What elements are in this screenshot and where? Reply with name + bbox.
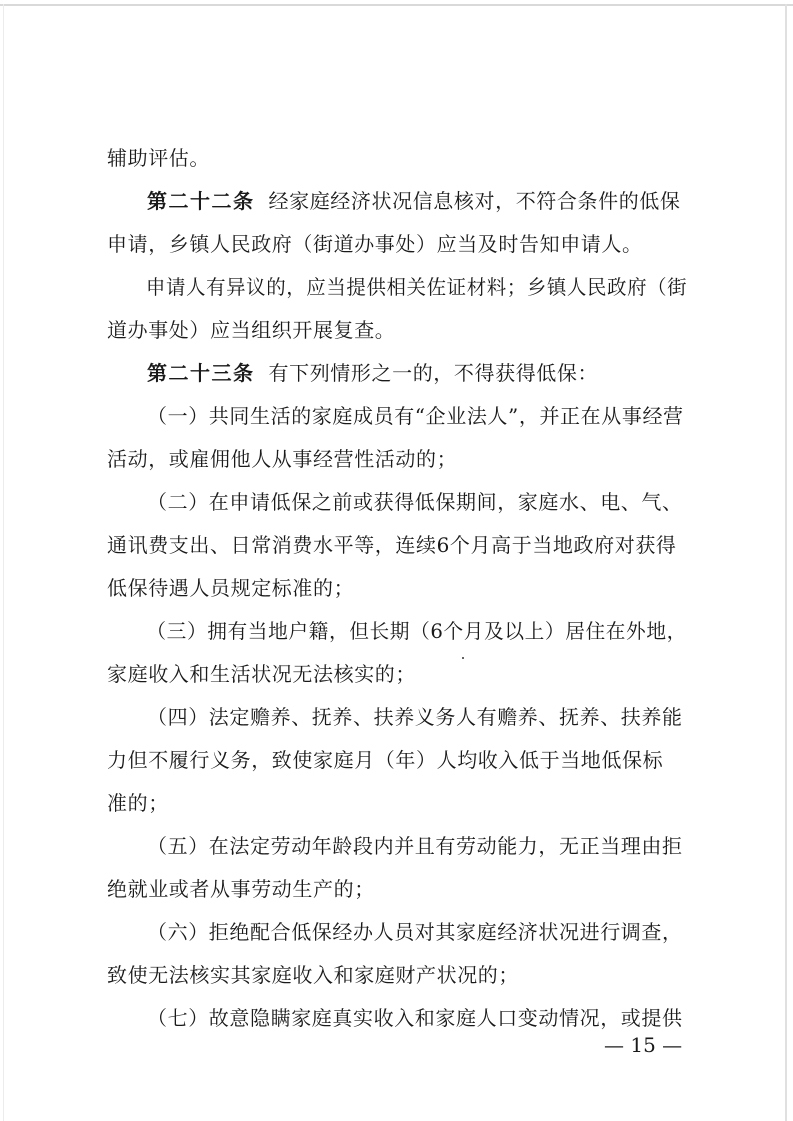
text-line: 准的； bbox=[107, 791, 169, 815]
text-line: 道办事处）应当组织开展复查。 bbox=[107, 318, 396, 342]
article-heading: 第二十二条 bbox=[147, 189, 255, 213]
text-line: 家庭收入和生活状况无法核实的； bbox=[107, 662, 416, 686]
text-line: 低保待遇人员规定标准的； bbox=[107, 576, 355, 600]
text-line: 通讯费支出、日常消费水平等，连续6个月高于当地政府对获得 bbox=[107, 533, 677, 557]
text-line: 活动，或雇佣他人从事经营性活动的； bbox=[107, 447, 458, 471]
article-text: 有下列情形之一的，不得获得低保： bbox=[268, 361, 599, 385]
article-text: 经家庭经济状况信息核对，不符合条件的低保 bbox=[268, 189, 681, 213]
text-line: 致使无法核实其家庭收入和家庭财产状况的； bbox=[107, 963, 519, 987]
list-item-6: （六）拒绝配合低保经办人员对其家庭经济状况进行调查， bbox=[147, 920, 683, 944]
list-item-2: （二）在申请低保之前或获得低保期间，家庭水、电、气、 bbox=[147, 490, 683, 514]
scan-edge-left bbox=[3, 4, 4, 1121]
text-line: 辅助评估。 bbox=[107, 146, 210, 170]
page-number: — 15 — bbox=[604, 1033, 683, 1057]
text-line: 申请人有异议的，应当提供相关佐证材料；乡镇人民政府（街 bbox=[145, 275, 688, 299]
list-item-7: （七）故意隐瞒家庭真实收入和家庭人口变动情况，或提供 bbox=[147, 1006, 683, 1030]
article-23-line bbox=[107, 355, 598, 391]
text-line: 申请，乡镇人民政府（街道办事处）应当及时告知申请人。 bbox=[107, 232, 643, 256]
list-item-1: （一）共同生活的家庭成员有“企业法人”，并正在从事经营 bbox=[147, 404, 684, 428]
text-line: 绝就业或者从事劳动生产的； bbox=[107, 877, 375, 901]
scan-edge-right bbox=[785, 4, 787, 1121]
text-line: 力但不履行义务，致使家庭月（年）人均收入低于当地低保标 bbox=[107, 748, 664, 772]
article-heading: 第二十三条 bbox=[147, 361, 255, 385]
article-22-line bbox=[107, 183, 681, 219]
list-item-3: （三）拥有当地户籍，但长期（6个月及以上）居住在外地， bbox=[146, 619, 687, 643]
list-item-5: （五）在法定劳动年龄段内并且有劳动能力，无正当理由拒 bbox=[147, 834, 683, 858]
scan-edge-top bbox=[0, 4, 793, 6]
scan-speck bbox=[462, 657, 464, 659]
list-item-4: （四）法定赡养、抚养、扶养义务人有赡养、抚养、扶养能 bbox=[147, 705, 683, 729]
